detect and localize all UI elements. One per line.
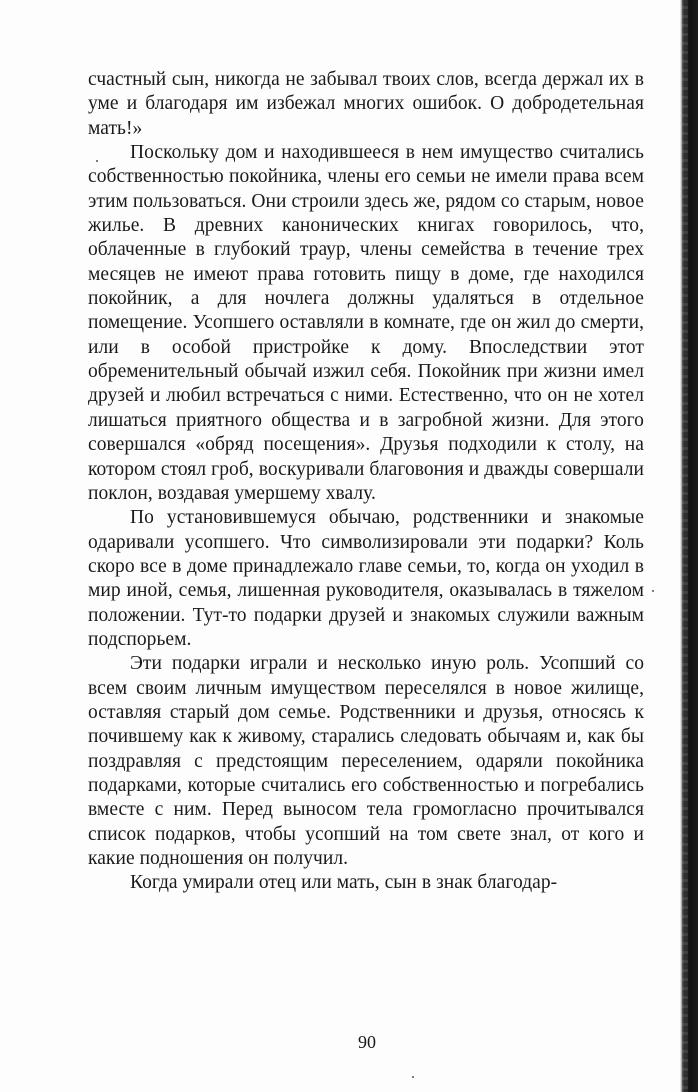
scan-speck [412, 1076, 414, 1078]
scan-speck [652, 590, 654, 592]
page-number: 90 [358, 1032, 376, 1052]
body-text [88, 68, 644, 896]
paragraph-5: Когда умирали отец или мать, сын в знак благодар- [130, 872, 558, 894]
paragraph-2: Поскольку дом и находившееся в нем имущество считались собственностью покойника, члены его семьи не имели права всем этим пользоваться. Они строили здесь же, рядом со старым, новое жилье. В древних канонических книгах говорилось, что, облаченные в глубокий траур, члены семейства в течение трех месяцев не имеют права готовить пищу в доме, где находился покойник, а для ночлега должны удаляться в отдельное помещение. Усопшего оставляли в комнате, где он жил до смерти, или в особой пристройке к дому. Впоследствии этот обременительный обычай изжил себя. Покойник при жизни имел друзей и любил встречаться с ними. Естественно, что он не хотел лишаться приятного общества и в загробной жизни. Для этого совершался «обряд посещения». Друзья подходили к столу, на котором стоял гроб, воскуривали благовония и дважды совершали поклон, воздавая умершему хвалу. [88, 142, 644, 504]
paragraph-continuation: счастный сын, никогда не забывал твоих слов, всегда держал их в уме и благодаря им избежал многих ошибок. О добродетельная мать!» [88, 69, 644, 139]
binding-shadow [660, 0, 698, 1092]
paragraph-3: По установившемуся обычаю, родственники и знакомые одаривали усопшего. Что символизировали эти подарки? Коль скоро все в доме принадлежало главе семьи, то, когда он уходил в мир иной, семья, лишенная руководителя, оказывалась в тяжелом положении. Тут-то подарки друзей и знакомых служили важным подспорьем. [88, 507, 644, 650]
scan-speck [96, 160, 98, 162]
paragraph-4: Эти подарки играли и несколько иную роль. Усопший со всем своим личным имуществом переселялся в новое жилище, оставляя старый дом семье. Родственники и друзья, относясь к почившему как к живому, старались следовать обычаям и, как бы поздравляя с предстоящим переселением, одаряли покойника подарками, которые считались его собственностью и погребались вместе с ним. Перед выносом тела громогласно прочитывался список подарков, чтобы усопший на том свете знал, от кого и какие подношения он получил. [88, 653, 644, 869]
